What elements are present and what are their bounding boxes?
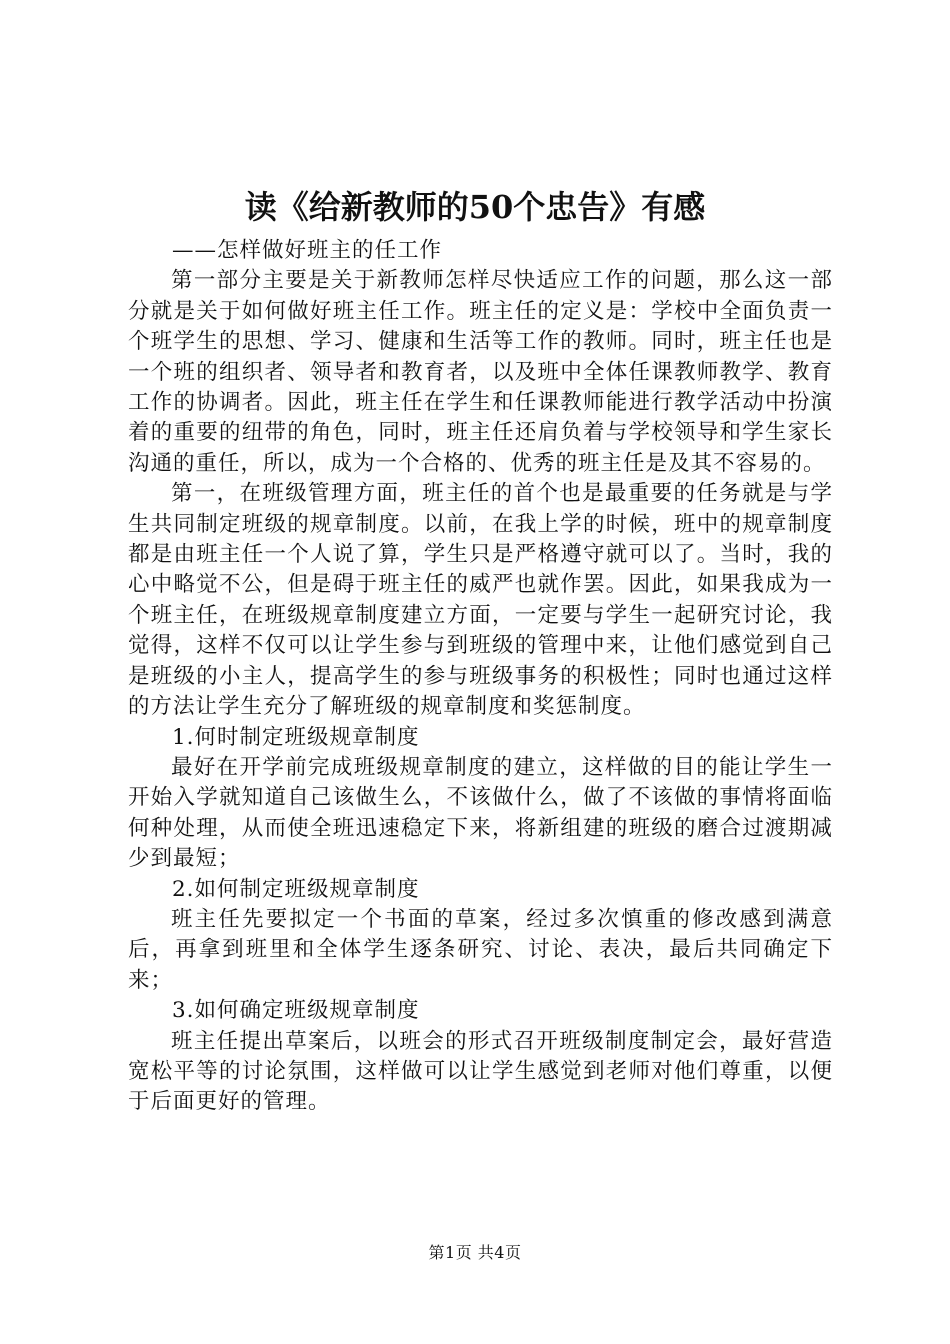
paragraph-how-confirm: 班主任提出草案后，以班会的形式召开班级制度制定会，最好营造宽松平等的讨论氛围，这样做可以让学生感觉到老师对他们尊重，以便于后面更好的管理。 — [128, 1028, 833, 1115]
document-subtitle: ——怎样做好班主的任工作 — [172, 238, 443, 263]
paragraph-class-management: 第一，在班级管理方面，班主任的首个也是最重要的任务就是与学生共同制定班级的规章制度。以前，在我上学的时候，班中的规章制度都是由班主任一个人说了算，学生只是严格遵守就可以了。当时，我的心中略觉不公，但是碍于班主任的威严也就作罢。因此，如果我成为一个班主任，在班级规章制度建立方面，一定要与学生一起研究讨论，我觉得，这样不仅可以让学生参与到班级的管理中来，让他们感觉到自己是班级的小主人，提高学生的参与班级事务的积极性；同时也通过这样的方法让学生充分了解班级的规章制度和奖惩制度。 — [128, 481, 833, 720]
section-heading-when: 1.何时制定班级规章制度 — [172, 724, 420, 750]
document-title: 读《给新教师的50个忠告》有感 — [244, 188, 706, 226]
paragraph-intro: 第一部分主要是关于新教师怎样尽快适应工作的问题，那么这一部分就是关于如何做好班主任工作。班主任的定义是：学校中全面负责一个班学生的思想、学习、健康和生活等工作的教师。同时，班主任也是一个班的组织者、领导者和教育者，以及班中全体任课教师教学、教育工作的协调者。因此，班主任在学生和任课教师能进行教学活动中扮演着的重要的纽带的角色，同时，班主任还肩负着与学校领导和学生家长沟通的重任，所以，成为一个合格的、优秀的班主任是及其不容易的。 — [128, 268, 833, 476]
section-heading-how-make: 2.如何制定班级规章制度 — [172, 876, 420, 902]
section-heading-how-confirm: 3.如何确定班级规章制度 — [172, 998, 420, 1024]
document-body — [128, 236, 833, 1118]
paragraph-how-make: 班主任先要拟定一个书面的草案，经过多次慎重的修改感到满意后，再拿到班里和全体学生逐条研究、讨论、表决，最后共同确定下来； — [128, 906, 833, 993]
page-footer: 第1页 共4页 — [428, 1243, 522, 1262]
paragraph-when: 最好在开学前完成班级规章制度的建立，这样做的目的能让学生一开始入学就知道自己该做生么，不该做什么，做了不该做的事情将面临何种处理，从而使全班迅速稳定下来，将新组建的班级的磨合过渡期减少到最短； — [128, 754, 833, 872]
